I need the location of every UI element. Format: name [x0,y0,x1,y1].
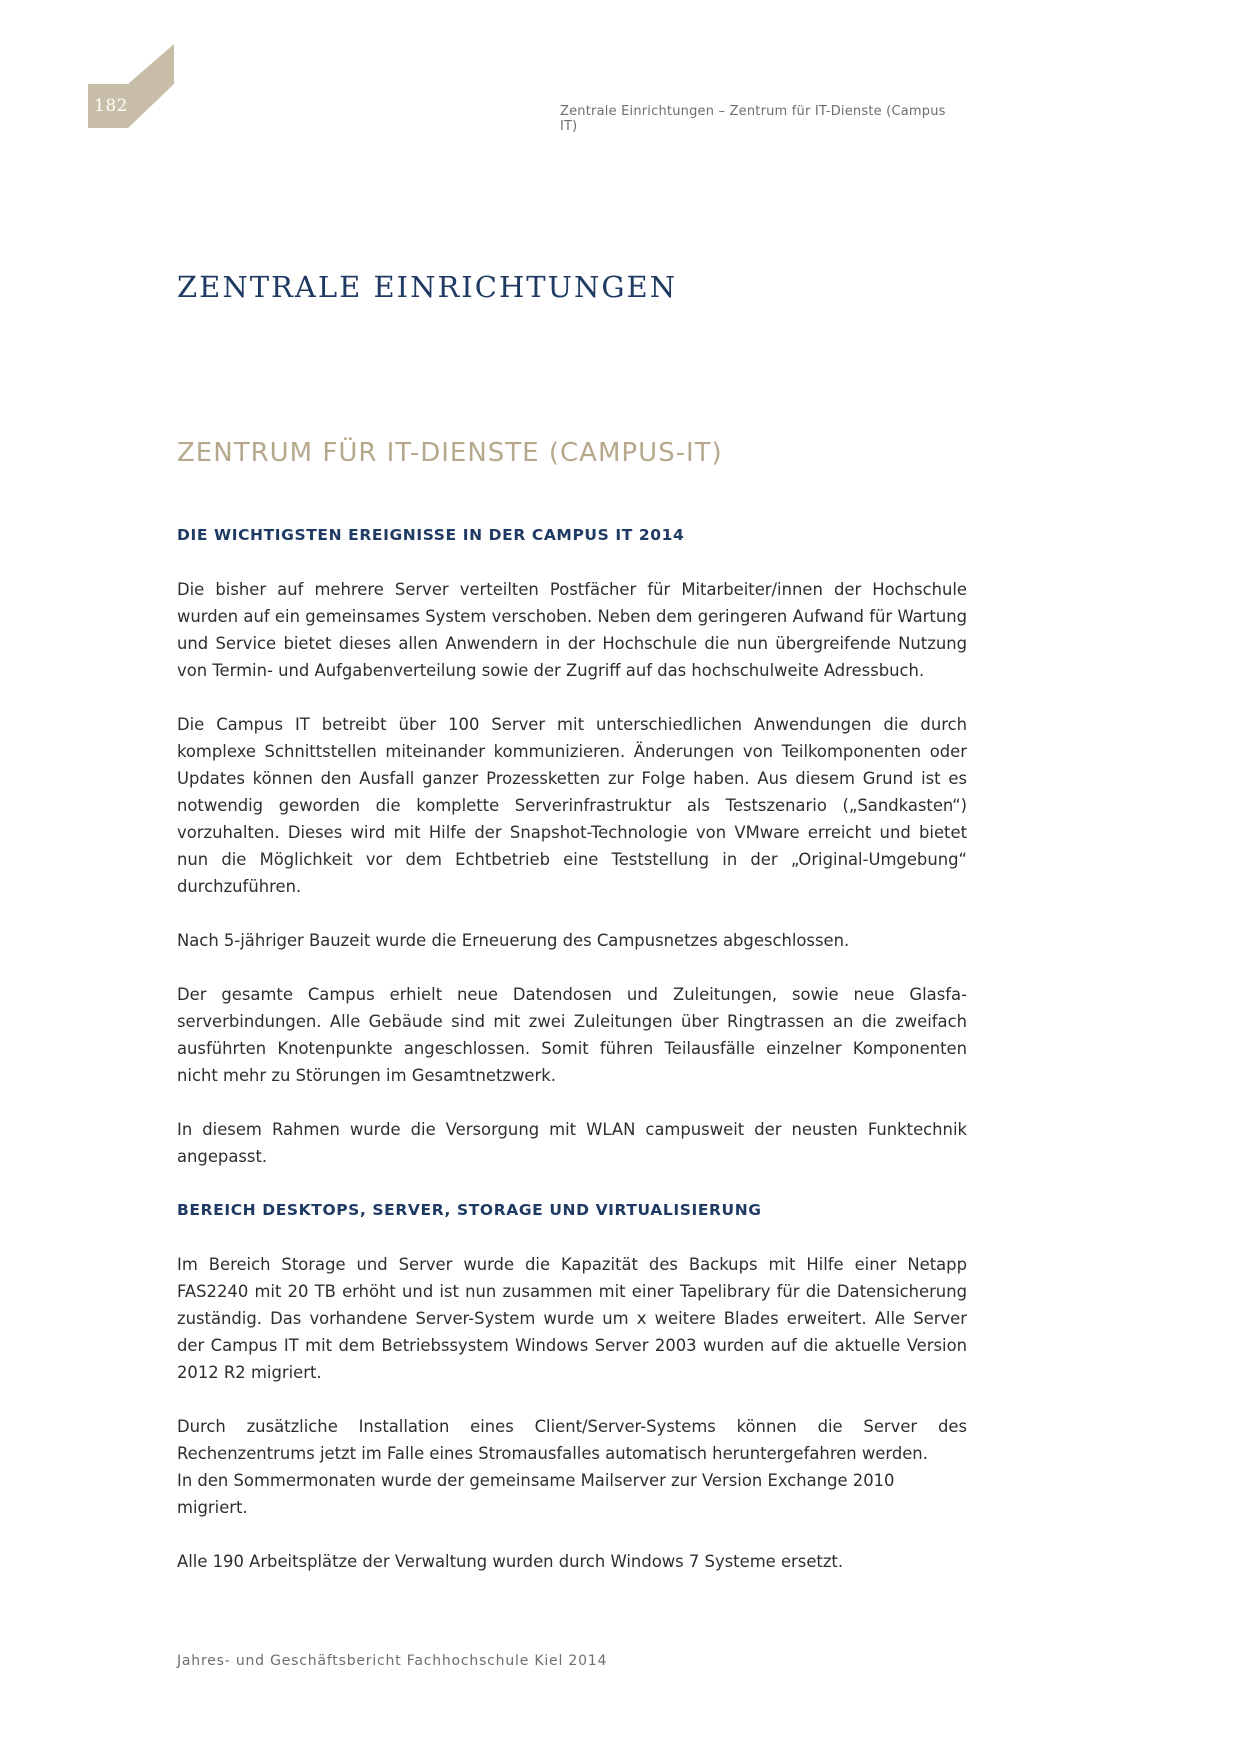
paragraph: Im Bereich Storage und Server wurde die Kapazität des Backups mit Hilfe einer Netapp FAS2240 mit 20 TB erhöht und ist nun zusammen mit einer Tapelibrary für die Datensicherung zuständig. Das vorhandene Server-System wurde um x weitere Blades erweitert. Alle Server der Campus IT mit dem Betriebssystem Windows Server 2003 wurden auf die aktuelle Version 2012 R2 migriert. [177,1255,967,1382]
paragraph: Der gesamte Campus erhielt neue Datendosen und Zuleitungen, sowie neue Glasfa-serverbindungen. Alle Gebäude sind mit zwei Zuleitungen über Ringtrassen an die zweifach ausführten Knotenpunkte angeschlossen. Somit führen Teilausfälle einzelner Komponenten nicht mehr zu Störungen im Gesamtnetzwerk. [177,985,967,1085]
section-heading-desktops: BEREICH DESKTOPS, SERVER, STORAGE UND VIRTUALISIERUNG [177,1201,762,1219]
paragraph: Alle 190 Arbeitsplätze der Verwaltung wurden durch Windows 7 Systeme ersetzt. [177,1552,844,1571]
running-header: Zentrale Einrichtungen – Zentrum für IT-Dienste (Campus IT) [560,104,946,134]
main-content [177,522,967,1602]
paragraph: In den Sommermonaten wurde der gemeinsame Mailserver zur Version Exchange 2010 migriert. [177,1471,895,1517]
page-number-tab [88,44,174,128]
paragraph: Die bisher auf mehrere Server verteilten Postfächer für Mitarbeiter/innen der Hochschule wurden auf ein gemeinsames System verschoben. Neben dem geringeren Aufwand für Wartung und Service bietet dieses allen Anwendern in der Hochschule die nun übergreifende Nutzung von Termin- und Aufgabenverteilung sowie der Zugriff auf das hochschulweite Adressbuch. [177,580,967,680]
page-subtitle: ZENTRUM FÜR IT-DIENSTE (CAMPUS-IT) [177,438,723,468]
page-title: ZENTRALE EINRICHTUNGEN [177,270,678,304]
page-number: 182 [94,96,128,116]
section-heading-events: DIE WICHTIGSTEN EREIGNISSE IN DER CAMPUS IT 2014 [177,526,685,544]
paragraph: Nach 5-jähriger Bauzeit wurde die Erneuerung des Campusnetzes abgeschlossen. [177,931,850,950]
paragraph: In diesem Rahmen wurde die Versorgung mit WLAN campusweit der neusten Funktechnik angepasst. [177,1120,967,1166]
paragraph: Durch zusätzliche Installation eines Client/Server-Systems können die Server des Rechenzentrums jetzt im Falle eines Stromausfalles automatisch heruntergefahren werden. [177,1417,967,1463]
page-footer: Jahres- und Geschäftsbericht Fachhochschule Kiel 2014 [177,1653,608,1669]
paragraph: Die Campus IT betreibt über 100 Server mit unterschiedlichen Anwendungen die durch komplexe Schnittstellen miteinander kommunizieren. Änderungen von Teilkomponenten oder Updates können den Ausfall ganzer Prozessketten zur Folge haben. Aus diesem Grund ist es notwendig geworden die komplette Serverinfrastruktur als Testszenario („Sandkasten“) vorzuhalten. Dieses wird mit Hilfe der Snapshot-Technologie von VMware erreicht und bietet nun die Möglichkeit vor dem Echtbetrieb eine Teststellung in der „Original-Umgebung“ durchzuführen. [177,715,967,896]
